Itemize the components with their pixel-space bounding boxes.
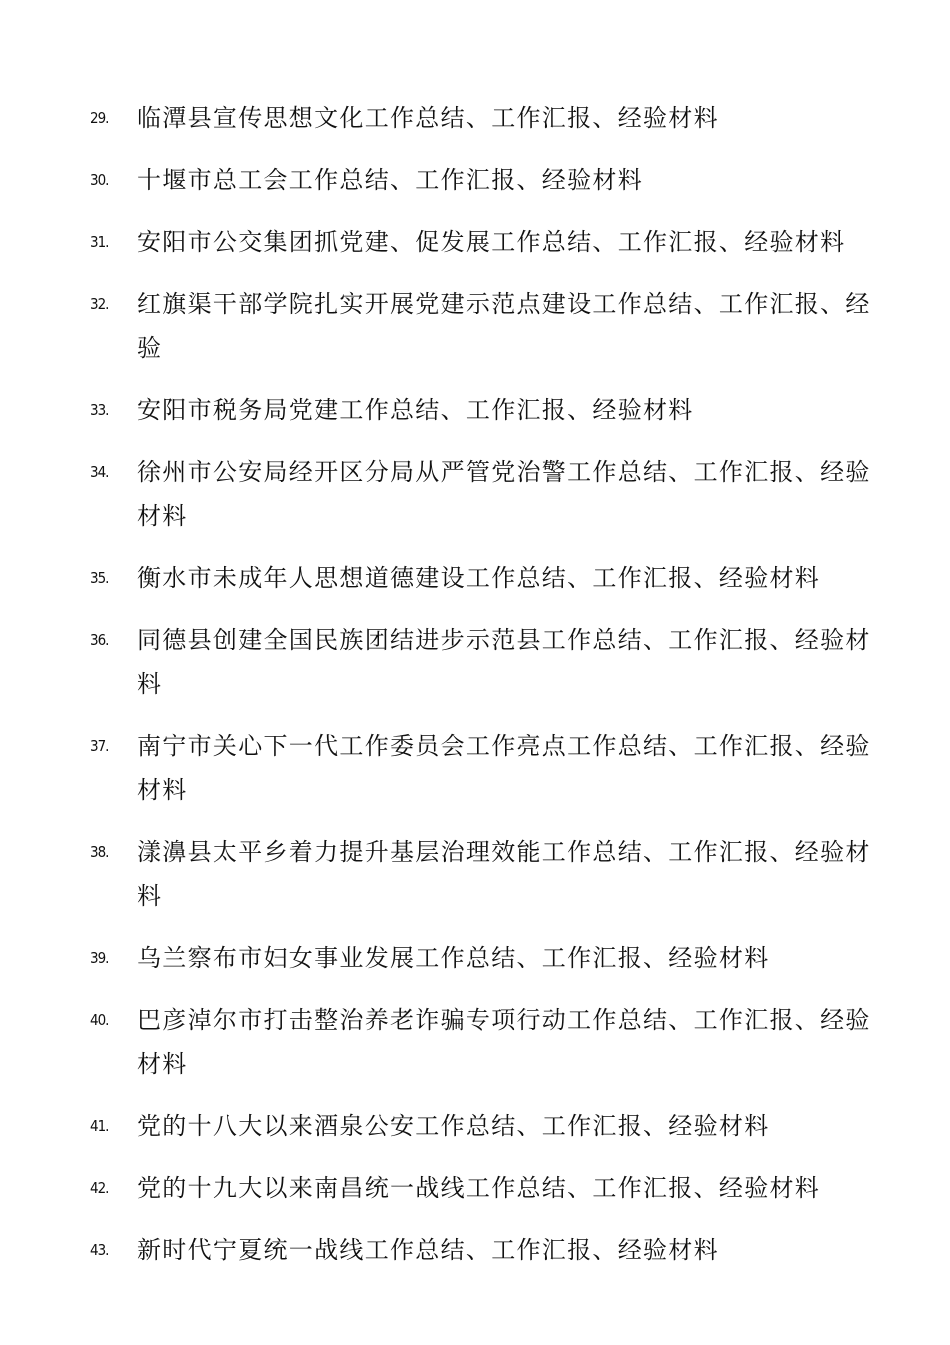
list-item-text: 十堰市总工会工作总结、工作汇报、经验材料 bbox=[137, 166, 643, 194]
list-item-number: 39. bbox=[90, 949, 109, 967]
list-item-number: 42. bbox=[90, 1179, 109, 1197]
list-item bbox=[90, 618, 890, 706]
list-item-text: 衡水市未成年人思想道德建设工作总结、工作汇报、经验材料 bbox=[137, 564, 821, 592]
list-item-text: 党的十九大以来南昌统一战线工作总结、工作汇报、经验材料 bbox=[137, 1174, 821, 1202]
list-item bbox=[90, 450, 890, 538]
list-item-text: 新时代宁夏统一战线工作总结、工作汇报、经验材料 bbox=[137, 1236, 719, 1264]
list-item-text: 巴彦淖尔市打击整治养老诈骗专项行动工作总结、工作汇报、经验材料 bbox=[137, 1006, 871, 1078]
list-item bbox=[90, 724, 890, 812]
list-item bbox=[90, 158, 890, 202]
list-item bbox=[90, 830, 890, 918]
list-item-number: 40. bbox=[90, 1011, 109, 1029]
list-item-text: 南宁市关心下一代工作委员会工作亮点工作总结、工作汇报、经验材料 bbox=[137, 732, 871, 804]
list-item bbox=[90, 936, 890, 980]
list-item-text: 安阳市公交集团抓党建、促发展工作总结、工作汇报、经验材料 bbox=[137, 228, 846, 256]
list-item-number: 38. bbox=[90, 843, 109, 861]
list-item-text: 同德县创建全国民族团结进步示范县工作总结、工作汇报、经验材料 bbox=[137, 626, 871, 698]
list-item-number: 43. bbox=[90, 1241, 109, 1259]
list-item-number: 29. bbox=[90, 109, 109, 127]
list-item bbox=[90, 998, 890, 1086]
list-item-number: 32. bbox=[90, 295, 109, 313]
list-item-number: 31. bbox=[90, 233, 109, 251]
list-item-text: 乌兰察布市妇女事业发展工作总结、工作汇报、经验材料 bbox=[137, 944, 770, 972]
list-item-number: 37. bbox=[90, 737, 109, 755]
list-item bbox=[90, 556, 890, 600]
list-item-text: 红旗渠干部学院扎实开展党建示范点建设工作总结、工作汇报、经验 bbox=[137, 290, 871, 362]
numbered-list bbox=[90, 96, 890, 1290]
list-item bbox=[90, 282, 890, 370]
list-item bbox=[90, 388, 890, 432]
list-item-text: 临潭县宣传思想文化工作总结、工作汇报、经验材料 bbox=[137, 104, 719, 132]
list-item-number: 41. bbox=[90, 1117, 109, 1135]
list-item-number: 30. bbox=[90, 171, 109, 189]
list-item-text: 徐州市公安局经开区分局从严管党治警工作总结、工作汇报、经验材料 bbox=[137, 458, 871, 530]
list-item-number: 34. bbox=[90, 463, 109, 481]
list-item bbox=[90, 96, 890, 140]
list-item-text: 安阳市税务局党建工作总结、工作汇报、经验材料 bbox=[137, 396, 694, 424]
list-item-number: 35. bbox=[90, 569, 109, 587]
list-item-number: 33. bbox=[90, 401, 109, 419]
list-item bbox=[90, 220, 890, 264]
list-item-text: 党的十八大以来酒泉公安工作总结、工作汇报、经验材料 bbox=[137, 1112, 770, 1140]
list-item-text: 漾濞县太平乡着力提升基层治理效能工作总结、工作汇报、经验材料 bbox=[137, 838, 871, 910]
list-item bbox=[90, 1166, 890, 1210]
list-item bbox=[90, 1104, 890, 1148]
list-item-number: 36. bbox=[90, 631, 109, 649]
list-item bbox=[90, 1228, 890, 1272]
